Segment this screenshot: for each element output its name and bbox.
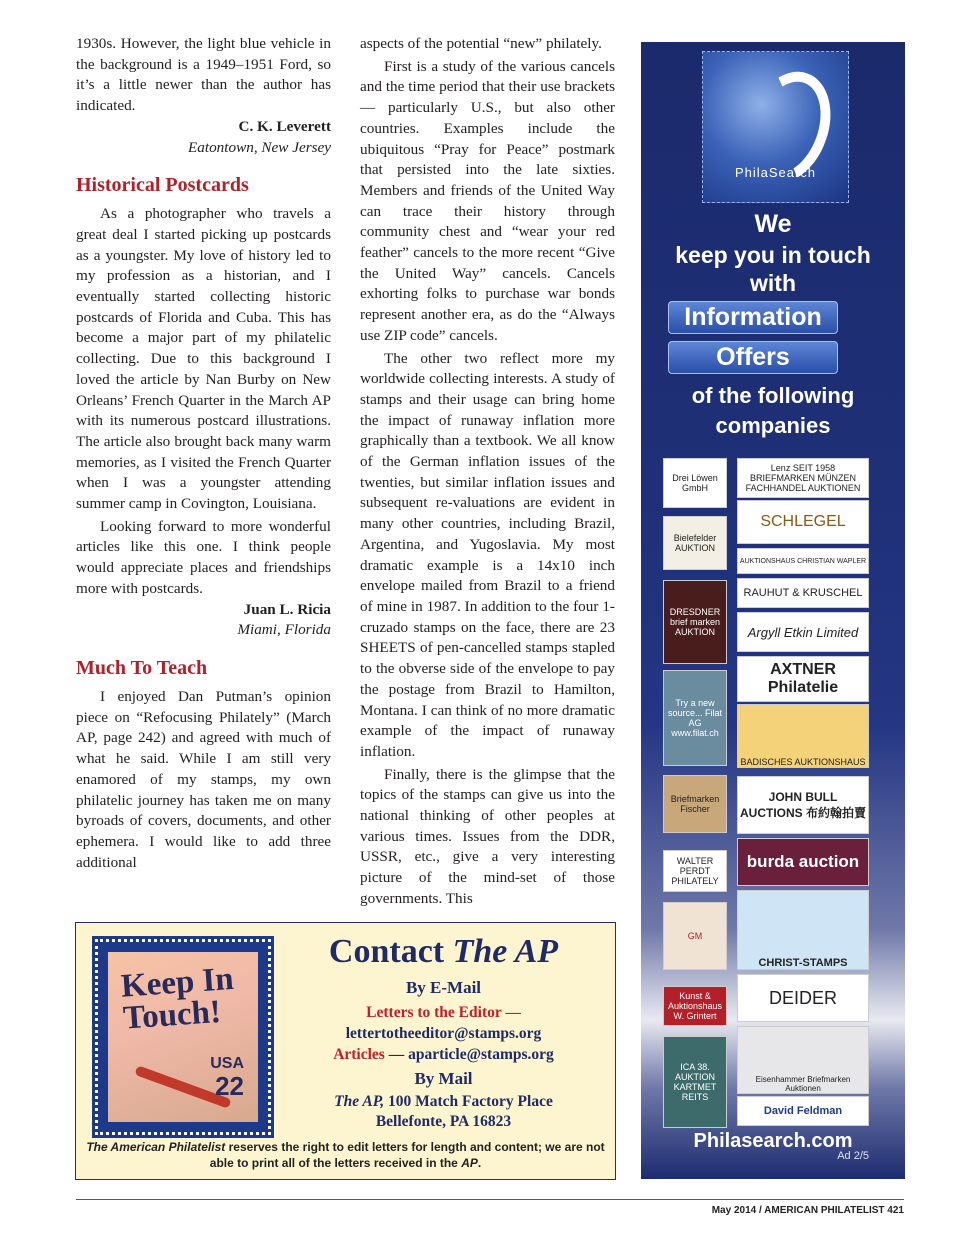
stamp-denomination: USA 22 (210, 1055, 244, 1101)
signature-location: Eatontown, New Jersey (188, 138, 331, 156)
company-logo-tile[interactable]: BADISCHES AUKTIONSHAUS (737, 704, 869, 768)
letters-email[interactable]: lettertotheeditor@stamps.org (345, 1025, 542, 1042)
ad-number: Ad 2/5 (837, 1150, 869, 1162)
ad-tagline: with (750, 270, 796, 296)
articles-line: Articles — aparticle@stamps.org (333, 1046, 554, 1063)
company-logo-tile[interactable]: Eisenhammer Briefmarken Auktionen (737, 1026, 869, 1094)
section-heading: Historical Postcards (76, 174, 249, 197)
paragraph: I enjoyed Dan Putman’s opinion piece on “Refocusing Philately” (March AP, page 242) and agreed with much of what he said. While I am still very enamored of my stamps, my own philatelic journey has taken me on many byroads of covers, documents, and other ephemera. I would like to add three additional (76, 687, 331, 871)
company-logo-tile[interactable]: AXTNER Philatelie (737, 656, 869, 702)
ad-tagline: keep you in touch (675, 242, 871, 268)
company-logo-tile[interactable]: WALTER PERDT PHILATELY (663, 850, 727, 892)
paragraph: As a photographer who travels a great deal I started picking up postcards as a youngster. My love of history led to my profession as a historian, and I eventually started collecting historic postcards of Florida and Cuba. This has become a major part of my philatelic collecting. Due to this background I loved the article by Nan Burby on New Orleans’ French Quarter in the March AP with its numerous postcard illustrations. The article also brought back many warm memories, as I visited the French Quarter when I was a youngster attending summer camp in Covington, Louisiana. (76, 205, 331, 513)
page-footer: May 2014 / AMERICAN PHILATELIST 421 (711, 1205, 904, 1216)
logo-text: PhilaSearch (734, 165, 817, 180)
mail-address-line: The AP, 100 Match Factory Place (334, 1093, 553, 1110)
company-logo-tile[interactable]: Briefmarken Fischer (663, 775, 727, 833)
ad-url[interactable]: Philasearch.com (693, 1130, 853, 1152)
paragraph: Looking forward to more wonderful articles like this one. I think people would appreciate places and friendships more with postcards. (76, 517, 331, 597)
company-logo-tile[interactable]: CHRIST-STAMPS (737, 890, 869, 970)
stamp-text: Keep In Touch! (119, 960, 235, 1037)
signature-location: Miami, Florida (237, 621, 331, 639)
ad-tagline: of the following (691, 383, 855, 408)
contact-note: The American Philatelist reserves the right to edit letters for length and content; we are not able to print all of the letters received in the AP. (86, 1140, 605, 1170)
company-logo-tile[interactable]: ICA 38. AUKTION KARTMET REITS (663, 1036, 727, 1128)
section-heading: Much To Teach (76, 656, 208, 679)
company-logo-tile[interactable]: AUKTIONSHAUS CHRISTIAN WAPLER (737, 548, 869, 574)
paragraph: 1930s. However, the light blue vehicle in the background is a 1949–1951 Ford, so it’s a little newer than the author has indicated. (76, 35, 331, 115)
company-logo-tile[interactable]: JOHN BULL AUCTIONS 布約翰拍賣 (737, 776, 869, 834)
email-heading: By E-Mail (405, 978, 482, 997)
contact-the-ap-box (75, 922, 616, 1180)
text-column-2 (360, 34, 615, 910)
company-logo-tile[interactable]: Try a new source... Filat AG www.filat.ch (663, 670, 727, 766)
paragraph: The other two reflect more my worldwide collecting interests. A study of stamps and their usage can bring home the impact of runaway inflation more graphically than a textbook. We all know of the German inflation issues of the twenties, but similar inflation issues and subsequent re-valuations are evident in many other countries, including Brazil, Argentina, and Yugoslavia. My most dramatic example is a 14x10 inch envelope mailed from Brazil to a friend of mine in 1987. In addition to the four 1-cruzado stamps on the face, there are 23 SHEETS of pen-cancelled stamps stapled to the obverse side of the envelope to pay the postage from Brazil to Hamilton, Montana. I can think of no more dramatic example of the impact of runaway inflation. (360, 349, 615, 760)
company-logo-tile[interactable]: DRESDNER brief marken AUKTION (663, 580, 727, 664)
company-logo-tile[interactable]: Lenz SEIT 1958 BRIEFMARKEN MÜNZEN FACHHANDEL AUKTIONEN (737, 458, 869, 498)
company-logo-tile[interactable]: Argyll Etkin Limited (737, 612, 869, 652)
paragraph: aspects of the potential “new” philately. (360, 35, 602, 52)
ad-tagline: We (754, 210, 792, 238)
letters-label: Letters to the Editor — (366, 1004, 521, 1021)
ad-tagline: companies (715, 413, 831, 438)
mail-address-line: Bellefonte, PA 16823 (375, 1113, 512, 1130)
company-logo-tile[interactable]: DEIDER (737, 974, 869, 1022)
contact-title: Contact The AP (328, 933, 559, 970)
philasearch-advertisement[interactable] (641, 42, 905, 1179)
company-logo-tile[interactable]: Kunst & Auktionshaus W. Grintert (663, 986, 727, 1026)
text-column-1 (76, 34, 331, 873)
paragraph: First is a study of the various cancels and the time period that their use brackets — particularly U.S., but also other countries. Examples include the ubiquitous “Pray for Peace” postmark that persisted into the late sixties. Members and friends of the United Way can trace their history through community chest and “wear your red feather” cancels to the more recent “Give the United Way” cancels. Cancels exhorting folks to purchase war bonds represent another era, as do the “Always use ZIP code” cancels. (360, 57, 615, 344)
company-logo-tile[interactable]: RAUHUT & KRUSCHEL (737, 578, 869, 608)
footer-rule (76, 1199, 904, 1200)
signature-name: C. K. Leverett (238, 117, 331, 135)
offers-pill: Offers (668, 341, 838, 374)
signature-name: Juan L. Ricia (243, 600, 331, 618)
company-logo-tile[interactable]: GM (663, 902, 727, 970)
company-logo-tile[interactable]: burda auction (737, 838, 869, 886)
company-logo-tile[interactable]: Bielefelder AUKTION (663, 516, 727, 570)
information-pill: Information (668, 301, 838, 334)
keep-in-touch-stamp (95, 939, 271, 1135)
company-logo-tile[interactable]: SCHLEGEL (737, 500, 869, 544)
company-logo-tile[interactable]: David Feldman (737, 1096, 869, 1126)
paragraph: Finally, there is the glimpse that the topics of the stamps can give us into the national thinking of other peoples at various times. Issues from the DDR, USSR, etc., give a very interesting picture of the mind-set of those governments. This (360, 765, 615, 907)
mail-heading: By Mail (414, 1069, 473, 1088)
articles-email[interactable]: — aparticle@stamps.org (384, 1046, 554, 1063)
philasearch-logo (702, 51, 849, 203)
company-logo-tile[interactable]: Drei Löwen GmbH (663, 458, 727, 508)
